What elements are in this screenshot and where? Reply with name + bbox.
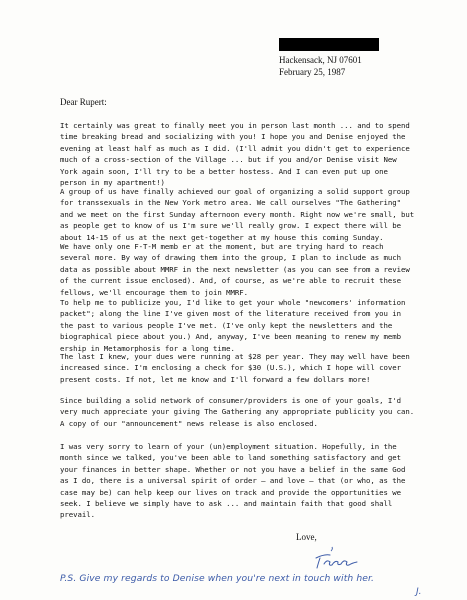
paragraph-text: To help me to publicize you, I'd like to get your whole "newcomers' information packet"; along the line I've given most of the literature received from you in the past to various people I've met. (I've only kept the newsletters and the biographical piece about you.) And, anyway, I've been meaning to renew my memb ership in Metamorphosis for a long time. xyxy=(60,298,406,353)
postscript-handwritten: P.S. Give my regards to Denise when you're next in touch with her. xyxy=(60,573,375,584)
address-line: Hackensack, NJ 07601 xyxy=(279,55,362,65)
paragraph-text: Since building a solid network of consumer/providers is one of your goals, I'd very much appreciate your giving The Gathering any appropriate publicity you can. A copy of our "announcement" news release is also enclosed. xyxy=(60,396,415,428)
paragraph-7 xyxy=(60,441,416,521)
paragraph-text: A group of us have finally achieved our goal of organizing a solid support group for transsexuals in the New York metro area. We call ourselves "The Gathering" and we meet on the first Sunday afternoon every month. Right now we're small, but as people get to know of us I'm sure we'll really grow. I expect there will be about 14-15 of us at the next get-together at my house this coming Sunday. xyxy=(60,187,415,242)
paragraph-text: The last I knew, your dues were running at $28 per year. They may well have been increased since. I'm enclosing a check for $30 (U.S.), which I hope will cover present costs. If not, let me know and I'll forward a few dollars more! xyxy=(60,352,410,384)
paragraph-text: I was very sorry to learn of your (un)employment situation. Hopefully, in the month since we talked, you've been able to land something satisfactory and get your finances in better shape. Whether or not you have a belief in the same God as I do, there is a universal spirit of order — and love — that (or who, as the case may be) can help keep our lives on track and provide the opportunities we seek. I believe we simply have to ask ... and maintain faith that good shall prevail. xyxy=(60,442,406,520)
closing: Love, xyxy=(296,532,317,542)
postscript-initial: J. xyxy=(416,587,422,597)
paragraph-text: It certainly was great to finally meet you in person last month ... and to spend time breaking bread and socializing with you! I hope you and Denise enjoyed the evening at least half as much as I did. (I'll admit you didn't get to experience much of a cross-section of the Village ... but if you and/or Denise visit New York again soon, I'll try to be a better hostess. And I can even put up one person in my apartment!) xyxy=(60,121,410,188)
paragraph-3 xyxy=(60,241,416,298)
paragraph-text: We have only one F-T-M memb er at the moment, but are trying hard to reach several more. By way of drawing them into the group, I plan to include as much data as possible about MMRF in the next newsletter (as you can see from a review of the current issue enclosed). And, of course, as we're able to recruit these fellows, we'll encourage them to join MMRF. xyxy=(60,242,410,297)
paragraph-4 xyxy=(60,297,416,354)
paragraph-2 xyxy=(60,186,416,243)
paragraph-6 xyxy=(60,395,416,429)
salutation: Dear Rupert: xyxy=(60,97,107,107)
paragraph-5 xyxy=(60,351,416,385)
paragraph-1 xyxy=(60,120,416,188)
letter-date: February 25, 1987 xyxy=(279,67,346,77)
redacted-address-bar xyxy=(279,38,379,51)
handwritten-signature xyxy=(312,544,372,572)
